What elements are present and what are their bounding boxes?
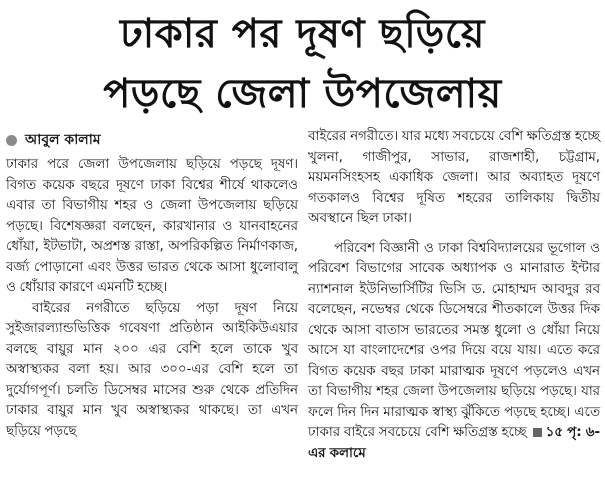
author-name: আবুল কালাম	[25, 132, 101, 148]
square-bullet-icon	[533, 428, 542, 437]
right-paragraph-2-text: পরিবেশ বিজ্ঞানী ও ঢাকা বিশ্ববিদ্যালয়ের ভূগোল ও পরিবেশ বিভাগের সাবেক অধ্যাপক ও মানারাত ইন্টার ন্যাশনাল ইউনিভার্সিটির ভিসি ড. মোহাম্মদ আবদুর রব বলেছেন, নভেম্বর থেকে ডিসেম্বরে শীতকালে উত্তর দিক থেকে আসা বাতাস ভারতের সমস্ত ধুলো ও ধোঁয়া নিয়ে আসে যা বাংলাদেশের ওপর দিয়ে বয়ে যায়। এতে করে বিগত কয়েক বছর ঢাকা মারাত্মক দূষণে পড়লেও এখন তা বিভাগীয় শহর জেলা উপজেলায় ছড়িয়ে পড়ছে। যার ফলে দিন দিন মারাত্মক স্বাস্থ্য ঝুঁকিতে পড়ছে হচ্ছে। এতে ঢাকার বাইরে সবচেয়ে বেশি ক্ষতিগ্রস্ত হচ্ছে	[308, 239, 600, 440]
bullet-circle-icon	[6, 135, 17, 146]
continuation-link[interactable]: ১৫ পৃ: ৬-এর কলামে	[308, 424, 600, 461]
left-paragraph-1: ঢাকার পরে জেলা উপজেলায় ছড়িয়ে পড়ছে দূষণ। বিগত কয়েক বছরে দূষণে ঢাকা বিশ্বের শীর্ষে থাকলেও এবার তা বিভাগীয় শহর ও জেলা উপজেলায় ছড়িয়ে পড়ছে। বিশেষজ্ঞরা বলছেন, কারখানার ও যানবাহনের ধোঁয়া, ইটভাটা, অপ্রশস্ত রাস্তা, অপরিকল্পিত নির্মাণকাজ, বর্জ্য পোড়ানো এবং উত্তর ভারত থেকে আসা ধুলোবালু ও ধোঁয়ার কারণে এমনটি হচ্ছে।	[6, 156, 298, 295]
left-paragraph-2: বাইরের নগরীতে ছড়িয়ে পড়া দূষণ নিয়ে সুইজারল্যান্ডভিত্তিক গবেষণা প্রতিষ্ঠান আইকিউএয়ার বলছে বায়ুর মান ২০০ এর বেশি হলে তাকে খুব অস্বাস্থ্যকর বলা হয়। আর ৩০০-এর বেশি হলে তা দুর্যোগপূর্ণ। চলতি ডিসেম্বর মাসের শুরু থেকে প্রতিদিন ঢাকার বায়ুর মান খুব অস্বাস্থ্যকর থাকছে। তা এখন ছড়িয়ে পড়ছে	[6, 299, 298, 439]
right-paragraph-1: বাইরের নগরীতে। যার মধ্যে সবচেয়ে বেশি ক্ষতিগ্রস্ত হচ্ছে খুলনা, গাজীপুর, সাভার, রাজশাহী, চট্টগ্রাম, ময়মনসিংহসহ একাধিক জেলা। আর অব্যাহত দূষণে গতকালও বিশ্বের দূষিত শহরের তালিকায় দ্বিতীয় অবস্থানে ছিল ঢাকা।	[308, 128, 600, 226]
right-paragraph-2	[308, 238, 600, 464]
byline	[6, 130, 298, 150]
headline-line-2: পড়ছে জেলা উপজেলায়	[103, 71, 502, 117]
left-column	[6, 130, 298, 441]
right-column	[308, 126, 600, 463]
headline-line-1: ঢাকার পর দূষণ ছড়িয়ে	[120, 11, 485, 57]
